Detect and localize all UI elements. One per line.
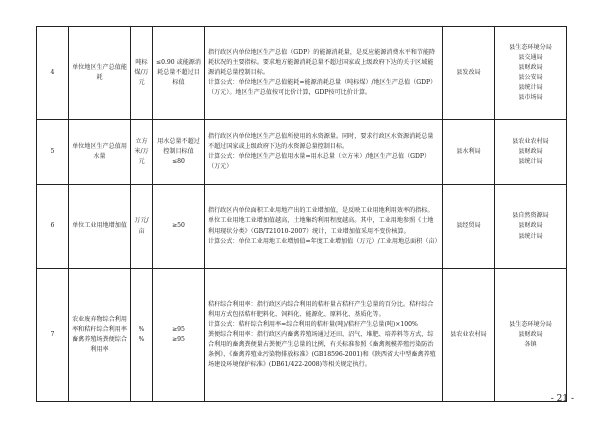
indicator-description — [205, 185, 443, 269]
description-formula: 计算公式：单位工业用地工业增加值=年度工业增加值（万元）/工业用地总面积（亩） — [208, 237, 441, 245]
coop-dept: 县交通局 — [518, 53, 543, 61]
cooperating-departments — [495, 269, 567, 402]
description-formula: 计算公式：单位地区生产总值用水量=用水总量（立方米）/地区生产总值（GDP）（万元） — [208, 153, 431, 171]
coop-dept: 县农业农村局 — [512, 137, 549, 145]
coop-dept: 县统计局 — [518, 232, 543, 240]
coop-dept: 县市场局 — [518, 94, 543, 102]
indicator-target: ≥95 ≥95 — [153, 269, 205, 402]
coop-dept: 县自然资源局 — [512, 212, 549, 220]
row-number: 7 — [37, 269, 69, 402]
indicator-unit: 吨标煤/万元 — [131, 27, 153, 120]
description-formula: 计算公式：秸秆综合利用率=综合利用的秸秆量(吨)/秸秆产生总量(吨)×100% — [208, 320, 418, 328]
indicator-name: 单位地区生产总值用水量 — [69, 120, 131, 185]
coop-dept: 县财政局 — [518, 63, 543, 71]
cooperating-departments — [495, 27, 567, 120]
coop-dept: 县财政局 — [518, 222, 543, 230]
indicator-name: 农业废弃物综合利用率和秸秆综合利用率畜禽养殖场粪便综合利用率 — [69, 269, 131, 402]
indicator-description — [205, 27, 443, 120]
cooperating-departments — [495, 120, 567, 185]
description-paragraph: 指行政区内单位面积工业用地产出的工业增加值，是反映工业用地利用效率的指标。单位工业用地工业增加值越高，土地集约利用程度越高。其中，工业用地参照《土地利用现状分类》（GB/T21010-2007）统计，工业增加值采用不变价核算。 — [208, 207, 434, 235]
table-row — [37, 185, 567, 269]
table-row — [37, 120, 567, 185]
coop-dept: 县生态环境分局 — [509, 320, 552, 328]
cooperating-departments — [495, 185, 567, 269]
indicator-unit: % % — [131, 269, 153, 402]
description-paragraph: 粪便综合利用率：指行政区内畜禽养殖场通过还田、沼气、堆肥、培养料等方式，综合利用的畜禽粪便量占粪便产生总量的比例，有关标准参照《畜禽规模养殖污染防治条例》、《畜禽养殖业污染物排放标准》(GB18596-2001)和《陕西省大中型畜禽养殖场建设环境保护标准》(DB61/422-2008)等相关规定执行。 — [208, 330, 436, 369]
indicator-table — [36, 26, 567, 402]
row-number: 6 — [37, 185, 69, 269]
indicator-name: 单位地区生产总值能耗 — [69, 27, 131, 120]
lead-department: 县水利局 — [443, 120, 495, 185]
lead-department: 县农业农村局 — [443, 269, 495, 402]
description-formula: 计算公式：单位地区生产总值能耗=能源消耗总量（吨标煤）/地区生产总值（GDP）（万元）。地区生产总值按可比价计算，GDP按可比价计算。 — [208, 79, 437, 97]
coop-dept: 县公安局 — [518, 74, 543, 81]
lead-department: 县发改局 — [443, 27, 495, 120]
indicator-unit: 立方米/万元 — [131, 120, 153, 185]
row-number: 4 — [37, 27, 69, 120]
coop-dept: 县生态环境分局 — [509, 43, 552, 51]
coop-dept: 各镇 — [524, 341, 537, 349]
indicator-unit: 万元/亩 — [131, 185, 153, 269]
indicator-target: ≥50 — [153, 185, 205, 269]
description-paragraph: 指行政区内单位地区生产总值所使用的水资源量。同时，要求行政区水资源消耗总量不超过国家或上级政府下达的水资源总量控制目标。 — [208, 132, 434, 150]
table-row — [37, 27, 567, 120]
indicator-name: 单位工业用地增加值 — [69, 185, 131, 269]
description-paragraph: 指行政区内单位地区生产总值（GDP）的能源消耗量，是反应能源消费水平和节能降耗状况的主要指标。要求地方能源消耗总量不超过国家或上级政府下达的关于区域能源消耗总量控制目标。 — [208, 48, 436, 76]
coop-dept: 县统计局 — [518, 158, 543, 166]
indicator-description — [205, 120, 443, 185]
indicator-description — [205, 269, 443, 402]
row-number: 5 — [37, 120, 69, 185]
description-paragraph: 秸秆综合利用率：指行政区内综合利用的秸秆量占秸秆产生总量的百分比。秸秆综合利用方式包括秸秆肥料化、饲料化、能源化、原料化、基质化等。 — [208, 300, 434, 318]
lead-department: 县经贸局 — [443, 185, 495, 269]
indicator-target: 用水总量不超过控制目标值 ≤80 — [153, 120, 205, 185]
coop-dept: 县财政局 — [518, 147, 543, 155]
coop-dept: 县财政局 — [518, 330, 543, 338]
page-number: - 21 - — [550, 394, 574, 404]
table-row — [37, 269, 567, 402]
indicator-target: ≤0.90 或能源消耗总量不超过目标值 — [153, 27, 205, 120]
coop-dept: 县统计局 — [518, 84, 543, 92]
